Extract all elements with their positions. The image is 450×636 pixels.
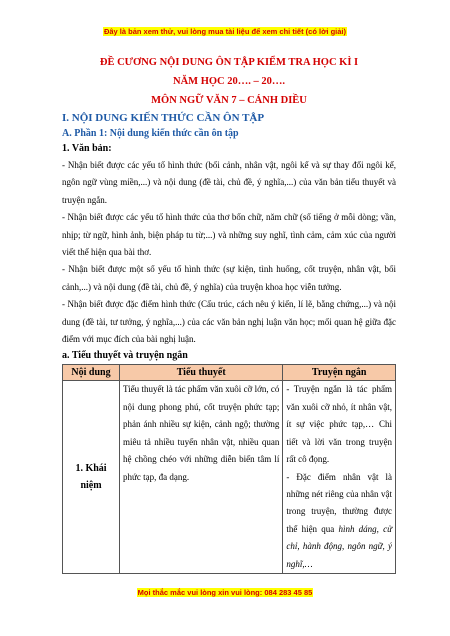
paragraph: - Nhận biết được đặc điểm hình thức (Cấu trúc, cách nêu ý kiến, lí lẽ, bằng chứng,...) và nội dung (đề tài, tư tưởng, ý nghĩa,...) của các văn bản nghị luận văn học; mối quan hệ giữa đặc điểm với mục đích của bài nghị luận. (62, 299, 396, 345)
paragraph: - Nhận biết được một số yếu tố hình thức (sự kiện, tình huống, cốt truyện, nhân vật, bối cảnh,...) và nội dung (đề tài, chủ đề, ý nghĩa) của truyện khoa học viễn tưởng. (62, 264, 396, 292)
section-heading: I. NỘI DUNG KIẾN THỨC CẦN ÔN TẬP (62, 112, 265, 124)
preview-banner: Đây là bản xem thử, vui lòng mua tài liệu để xem chi tiết (có lời giải) (103, 27, 347, 36)
contact-banner: Mọi thắc mắc vui lòng xin vui lòng: 084 283 45 85 (137, 588, 313, 597)
document-title: ĐỀ CƯƠNG NỘI DUNG ÔN TẬP KIỂM TRA HỌC KÌ I (99, 57, 359, 68)
table-header-row (63, 365, 396, 381)
table-heading: a. Tiểu thuyết và truyện ngắn (62, 350, 188, 362)
document-body (62, 52, 396, 574)
novel-definition: Tiểu thuyết là tác phẩm văn xuôi cỡ lớn, có nội dung phong phú, cốt truyện phức tạp; phản ánh nhiều sự kiện, cảnh ngộ; thường miêu tả nhiều tuyến nhân vật, nhiều quan hệ chồng chéo với những diễn biến tâm lí phức tạp, đa dạng. (120, 381, 283, 573)
header-short-story: Truyện ngắn (283, 365, 396, 381)
part-heading: A. Phần 1: Nội dung kiến thức cần ôn tập (62, 128, 239, 139)
school-year: NĂM HỌC 20…. – 20…. (173, 76, 285, 87)
paragraph: - Nhận biết được các yếu tố hình thức của thơ bốn chữ, năm chữ (số tiếng ở mỗi dòng; vần, nhịp; từ ngữ, hình ảnh, biện pháp tu từ;...) và những suy nghĩ, tình cảm, cảm xúc của người viết thể hiện qua bài thơ. (62, 212, 396, 258)
short-story-definition: - Truyện ngắn là tác phẩm văn xuôi cỡ nhỏ, ít nhân vật, ít sự việc phức tạp,… Chi tiết và lời văn trong truyện rất cô đọng. - Đặc điểm nhân vật là những nét riêng của nhân vật trong truyện, thường được thể hiện qua hình dáng, cử chỉ, hành động, ngôn ngữ, ý nghĩ,… (283, 381, 396, 573)
row-label: 1. Khái niệm (63, 381, 120, 573)
header-content: Nội dung (63, 365, 120, 381)
table-row (63, 381, 396, 573)
subject-title: MÔN NGỮ VĂN 7 – CÁNH DIỀU (151, 95, 307, 106)
comparison-table (62, 364, 396, 573)
header-novel: Tiểu thuyết (120, 365, 283, 381)
sub-heading: 1. Văn bản: (62, 143, 112, 154)
paragraph: - Nhận biết được các yếu tố hình thức (bối cảnh, nhân vật, ngôi kể và sự thay đổi ngôi kể, ngôn ngữ vùng miền,...) và nội dung (đề tài, chủ đề, ý nghĩa,...) của văn bản tiểu thuyết và truyện ngắn. (62, 160, 396, 205)
